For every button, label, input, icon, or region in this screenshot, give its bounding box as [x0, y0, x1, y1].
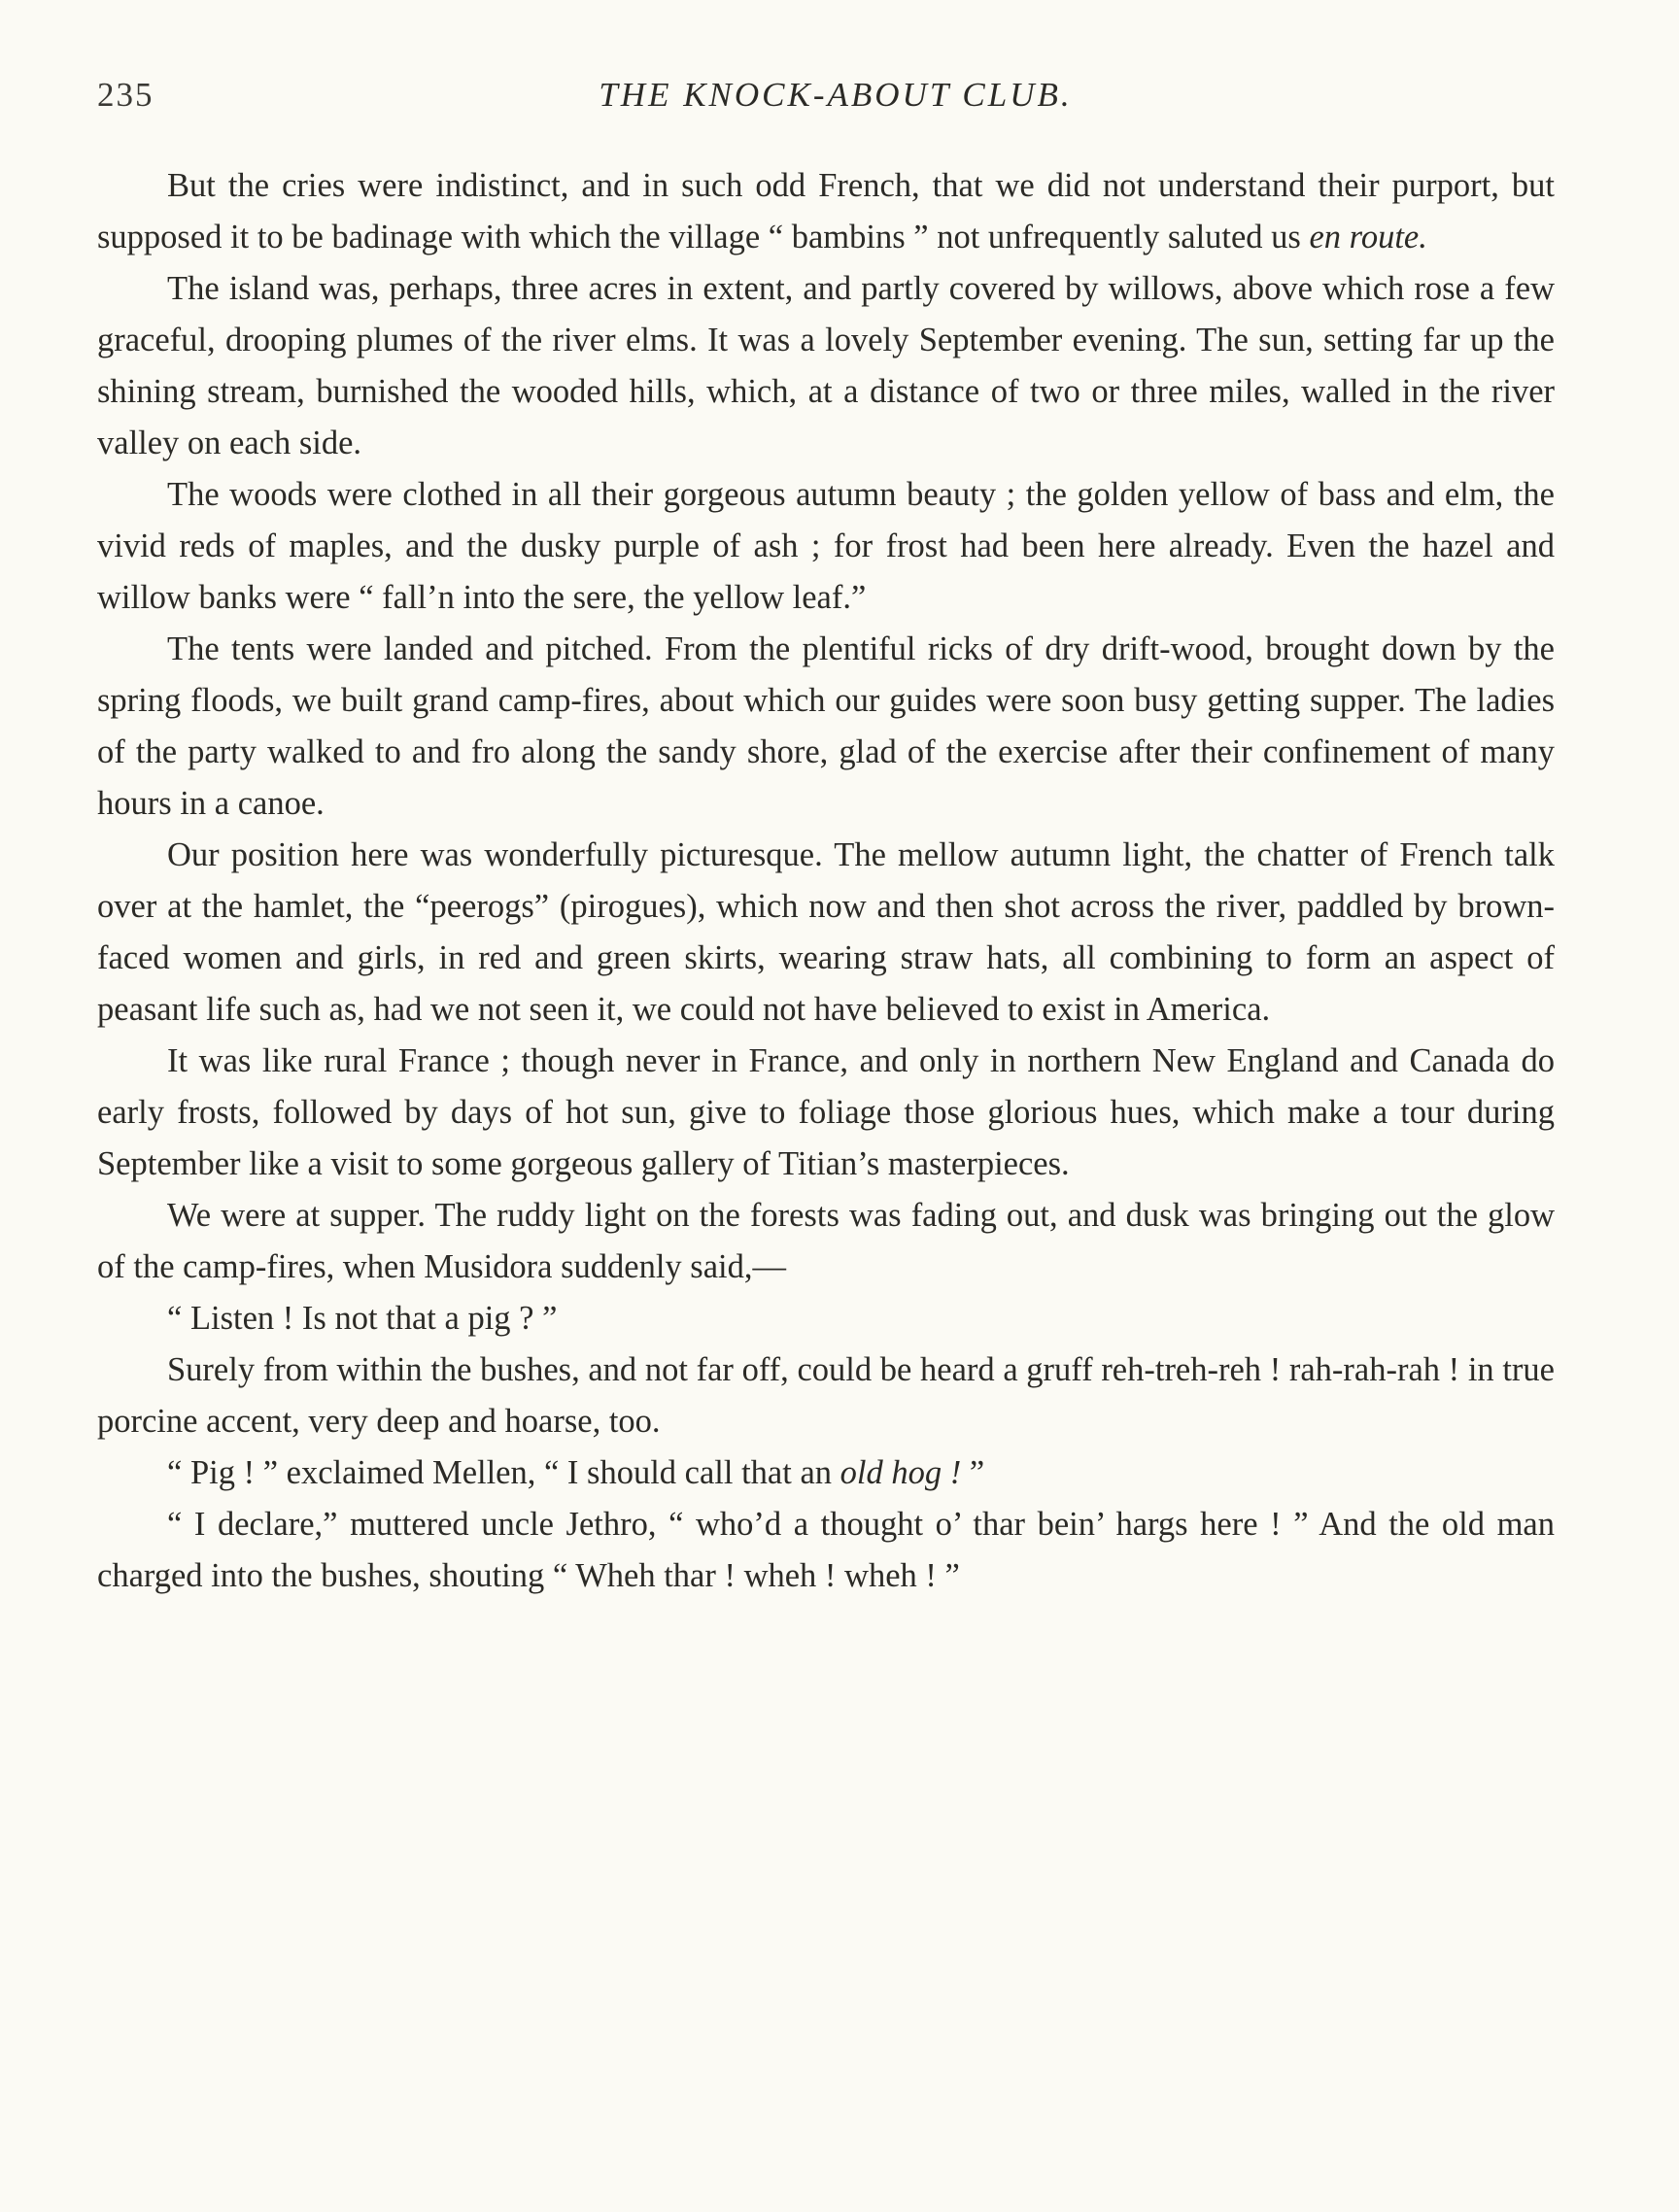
- page-number: 235: [97, 76, 154, 114]
- paragraph: We were at supper. The ruddy light on the forests was fading out, and dusk was bringing out the glow of the camp-fires, when Musidora suddenly said,—: [97, 1197, 1555, 1285]
- paragraph: The tents were landed and pitched. From the plentiful ricks of dry drift-wood, brought down by the spring floods, we built grand camp-fires, about which our guides were soon busy getting supper. The ladies of the party walked to and fro along the sandy shore, glad of the exercise after their confinement of many hours in a canoe.: [97, 630, 1555, 822]
- paragraph: The woods were clothed in all their gorgeous autumn beauty ; the golden yellow of bass and elm, the vivid reds of maples, and the dusky purple of ash ; for frost had been here already. Even the hazel and willow banks were “ fall’n into the sere, the yellow leaf.”: [97, 476, 1555, 616]
- book-title: THE KNOCK-ABOUT CLUB.: [599, 76, 1073, 114]
- paragraph: “ I declare,” muttered uncle Jethro, “ who’d a thought o’ thar bein’ hargs here ! ” And the old man charged into the bushes, shouting “ Wheh thar ! wheh ! wheh ! ”: [97, 1506, 1555, 1594]
- paragraph: But the cries were indistinct, and in such odd French, that we did not understand their purport, but supposed it to be badinage with which the village “ bambins ” not unfrequently saluted us en route.: [97, 167, 1555, 255]
- paragraph: “ Listen ! Is not that a pig ? ”: [167, 1300, 558, 1337]
- paragraph: Our position here was wonderfully picturesque. The mellow autumn light, the chatter of French talk over at the hamlet, the “peerogs” (pirogues), which now and then shot across the river, paddled by brown-faced women and girls, in red and green skirts, wearing straw hats, all combining to form an aspect of peasant life such as, had we not seen it, we could not have believed to exist in America.: [97, 836, 1555, 1028]
- paragraph: It was like rural France ; though never in France, and only in northern New England and Canada do early frosts, followed by days of hot sun, give to foliage those glorious hues, which make a tour during September like a visit to some gorgeous gallery of Titian’s masterpieces.: [97, 1042, 1555, 1182]
- paragraph: The island was, perhaps, three acres in extent, and partly covered by willows, above which rose a few graceful, drooping plumes of the river elms. It was a lovely September evening. The sun, setting far up the shining stream, burnished the wooded hills, which, at a distance of two or three miles, walled in the river valley on each side.: [97, 270, 1555, 461]
- paragraph: “ Pig ! ” exclaimed Mellen, “ I should call that an old hog ! ”: [167, 1454, 985, 1491]
- running-head: [97, 76, 1555, 124]
- paragraph: Surely from within the bushes, and not far off, could be heard a gruff reh-treh-reh ! rah-rah-rah ! in true porcine accent, very deep and hoarse, too.: [97, 1351, 1555, 1440]
- body-text: [97, 160, 1555, 1602]
